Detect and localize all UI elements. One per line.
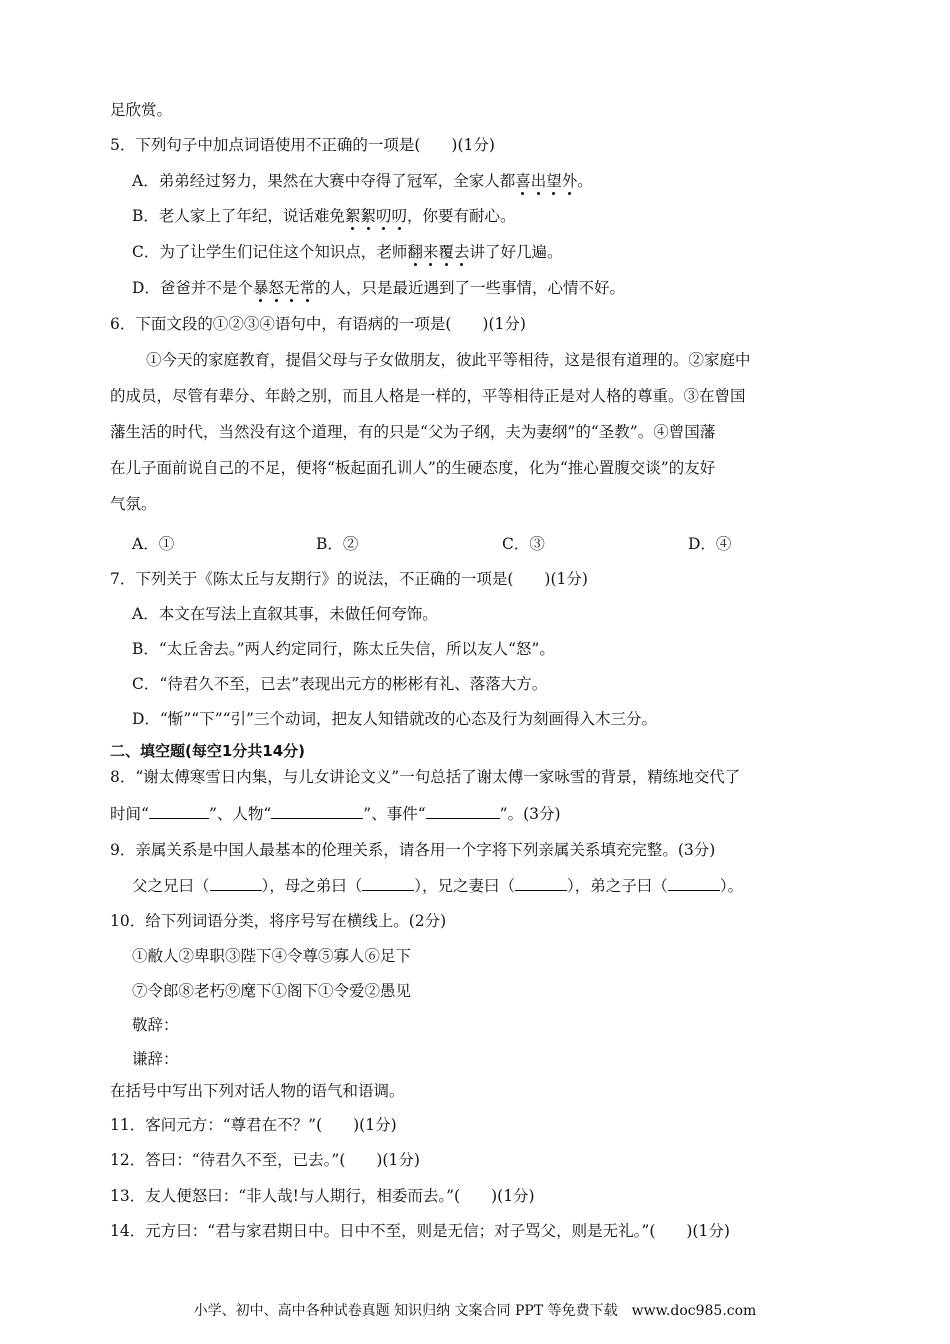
emphasis-char: 翻 — [407, 243, 423, 261]
q5-option-a — [132, 171, 593, 191]
q6-passage-line: 的成员，尽管有辈分、年龄之别，而且人格是一样的，平等相待正是对人格的尊重。③在曾国 — [110, 387, 746, 405]
q8-text: 时间“ — [110, 805, 149, 823]
emphasis-char: 外 — [561, 172, 578, 190]
emphasis-char: 望 — [546, 172, 562, 190]
q6-passage-line: 藩生活的时代，当然没有这个道理，有的只是“父为子纲，夫为妻纲”的“圣教”。④曾国藩 — [110, 423, 716, 441]
question-8-blanks — [110, 804, 561, 824]
q10-respectful-label: 敬辞： — [132, 1016, 179, 1034]
q5b-dotted-word — [345, 207, 407, 225]
emphasis-char: 絮 — [360, 207, 376, 225]
q7-option-b: B．“太丘舍去。”两人约定同行，陈太丘失信，所以友人“怒”。 — [132, 640, 555, 658]
q5b-text: B．老人家上了年纪，说话难免 — [132, 207, 345, 225]
emphasis-char: 絮 — [344, 207, 361, 225]
q5d-end: 的人，只是最近遇到了一些事情，心情不好。 — [315, 279, 626, 297]
q7-option-c: C．“待君久不至，已去”表现出元方的彬彬有礼、落落大方。 — [132, 675, 548, 693]
q8-person-blank[interactable] — [271, 804, 363, 819]
q5d-dotted-word — [253, 279, 315, 297]
q6-passage-line: 气氛。 — [110, 495, 157, 513]
q5a-text: A．弟弟经过努力，果然在大赛中夺得了冠军，全家人都 — [132, 172, 516, 190]
q8-text: ”、人物“ — [208, 805, 272, 823]
question-9-blanks — [132, 876, 743, 896]
q5b-end: ，你要有耐心。 — [406, 207, 516, 225]
emphasis-char: 叨 — [391, 207, 407, 225]
q6-option-b: B．② — [316, 535, 359, 553]
q9-text: ），兄之妻曰（ — [414, 877, 516, 895]
q5c-text: C．为了让学生们记住这个知识点，老师 — [132, 243, 408, 261]
q5a-dotted-word — [515, 172, 577, 190]
question-14: 14．元方曰：“君与家君期日中。日中不至，则是无信；对子骂父，则是无礼。”( )(1分) — [110, 1222, 730, 1240]
page-footer: 小学、初中、高中各种试卷真题 知识归纳 文案合同 PPT 等免费下载 www.doc985.com — [193, 1303, 757, 1319]
q9-text: ）。 — [719, 877, 744, 895]
question-13: 13．友人便怒曰：“非人哉!与人期行，相委而去。”( )(1分) — [110, 1187, 535, 1205]
emphasis-char: 暴 — [252, 279, 269, 297]
q5a-end: 。 — [577, 172, 593, 190]
section-intro: 在括号中写出下列对话人物的语气和语调。 — [110, 1082, 405, 1100]
q6-passage-line: ①今天的家庭教育，提倡父母与子女做朋友，彼此平等相待，这是很有道理的。②家庭中 — [146, 351, 751, 369]
continued-text: 足欣赏。 — [110, 101, 173, 119]
question-7: 7．下列关于《陈太丘与友期行》的说法，不正确的一项是( )(1分) — [110, 570, 588, 588]
q9-text: ），弟之子曰（ — [567, 877, 668, 895]
question-6: 6．下面文段的①②③④语句中，有语病的一项是( )(1分) — [110, 315, 526, 333]
q5-option-d — [132, 278, 625, 298]
q7-option-d: D．“惭”“下”“引”三个动词，把友人知错就改的心态及行为刻画得入木三分。 — [132, 710, 657, 728]
q5d-text: D．爸爸并不是个 — [132, 279, 253, 297]
q8-text: ”。(3分) — [499, 805, 561, 823]
q9-blank[interactable] — [668, 876, 720, 891]
q6-option-a: A．① — [132, 535, 175, 553]
q9-blank[interactable] — [210, 876, 262, 891]
q6-option-c: C．③ — [502, 535, 545, 553]
q10-words-line: ①敝人②卑职③陛下④令尊⑤寡人⑥足下 — [132, 947, 412, 965]
emphasis-char: 覆 — [438, 243, 454, 261]
q9-text: 父之兄曰（ — [132, 877, 210, 895]
q5-option-c — [132, 242, 562, 262]
question-9: 9．亲属关系是中国人最基本的伦理关系，请各用一个字将下列亲属关系填充完整。(3分) — [110, 841, 716, 859]
question-8: 8．“谢太傅寒雪日内集，与儿女讲论文义”一句总括了谢太傅一家咏雪的背景，精练地交代了 — [110, 768, 741, 786]
q6-option-d: D．④ — [688, 535, 732, 553]
q6-passage-line: 在儿子面前说自己的不足，便将“板起面孔训人”的生硬态度，化为“推心置腹交谈”的友好 — [110, 459, 716, 477]
section-2-heading: 二、填空题(每空1分共14分) — [110, 742, 306, 760]
q5c-end: 讲了好几遍。 — [469, 243, 563, 261]
q7-option-a: A．本文在写法上直叙其事，未做任何夸饰。 — [132, 605, 438, 623]
emphasis-char: 喜 — [515, 172, 531, 190]
q5-option-b — [132, 206, 515, 226]
emphasis-char: 怒 — [268, 279, 284, 297]
q9-text: ），母之弟曰（ — [261, 877, 363, 895]
emphasis-char: 去 — [453, 243, 470, 261]
q10-words-line: ⑦令郎⑧老朽⑨麾下①阁下①令爱②愚见 — [132, 982, 412, 1000]
question-12: 12．答曰：“待君久不至，已去。”( )(1分) — [110, 1151, 420, 1169]
q9-blank[interactable] — [362, 876, 414, 891]
q8-text: ”、事件“ — [363, 805, 426, 823]
emphasis-char: 来 — [422, 243, 439, 261]
question-5: 5．下列句子中加点词语使用不正确的一项是( )(1分) — [110, 136, 495, 154]
emphasis-char: 出 — [530, 172, 547, 190]
emphasis-char: 叨 — [375, 207, 392, 225]
emphasis-char: 常 — [299, 279, 315, 297]
q8-event-blank[interactable] — [426, 804, 500, 819]
emphasis-char: 无 — [283, 279, 300, 297]
q5c-dotted-word — [407, 243, 469, 261]
question-10: 10．给下列词语分类，将序号写在横线上。(2分) — [110, 912, 447, 930]
q8-time-blank[interactable] — [149, 804, 209, 819]
q10-humble-label: 谦辞： — [132, 1050, 179, 1068]
q9-blank[interactable] — [515, 876, 567, 891]
question-11: 11．客问元方：“尊君在不？”( )(1分) — [110, 1116, 397, 1134]
